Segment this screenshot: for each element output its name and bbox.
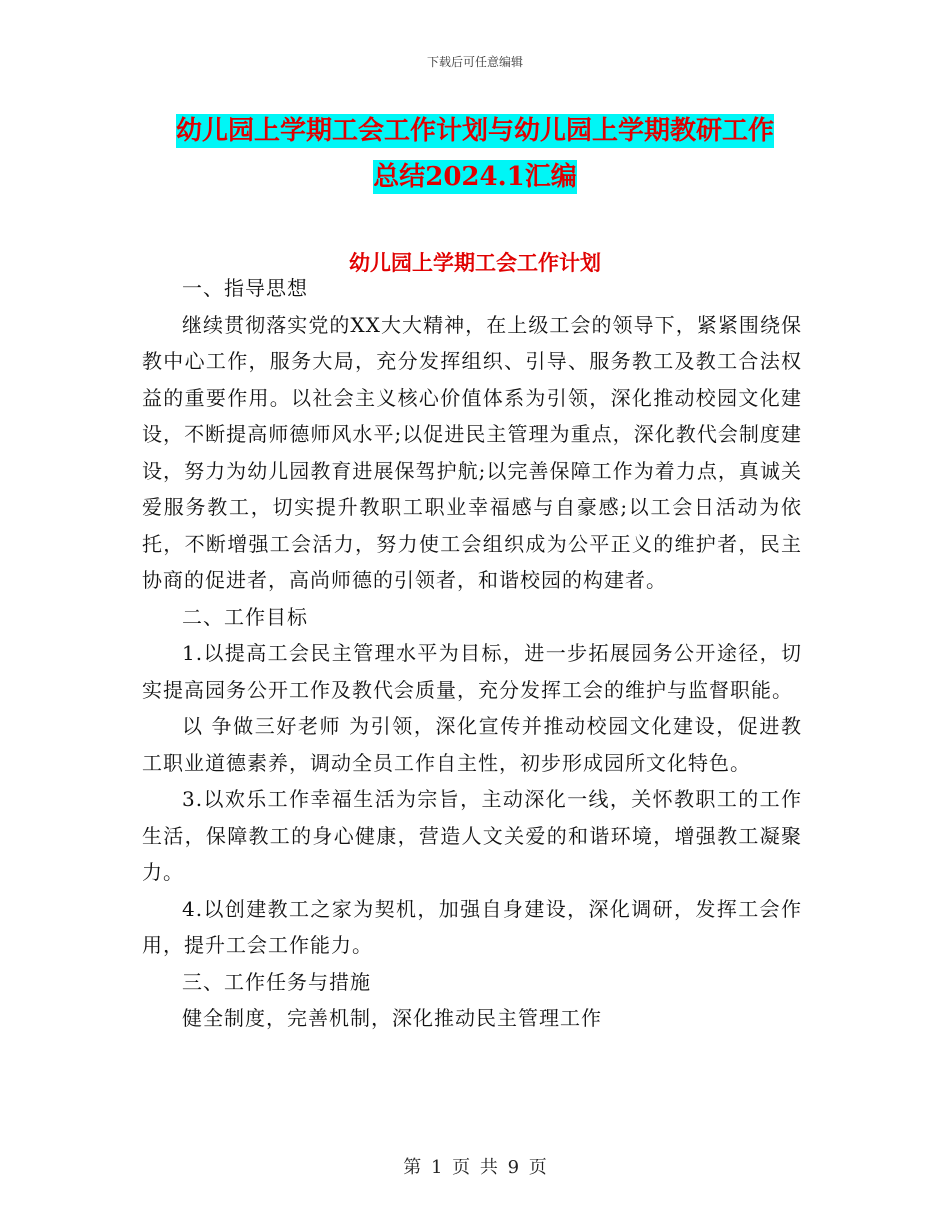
- paragraph-guiding-ideology: 继续贯彻落实党的XX大大精神，在上级工会的领导下，紧紧围绕保教中心工作，服务大局，充分发挥组织、引导、服务教工及教工合法权益的重要作用。以社会主义核心价值体系为引领，深化推动校园文化建设，不断提高师德师风水平;以促进民主管理为重点，深化教代会制度建设，努力为幼儿园教育进展保驾护航;以完善保障工作为着力点，真诚关爱服务教工，切实提升教职工职业幸福感与自豪感;以工会日活动为依托，不断增强工会活力，努力使工会组织成为公平正义的维护者，民主协商的促进者，高尚师德的引领者，和谐校园的构建者。: [142, 312, 802, 592]
- document-title-line-1: 幼儿园上学期工会工作计划与幼儿园上学期教研工作: [175, 116, 774, 146]
- paragraph-tasks-1: 健全制度，完善机制，深化推动民主管理工作: [182, 1006, 602, 1030]
- page-header-note: 下载后可任意编辑: [426, 55, 523, 69]
- heading-guiding-ideology: 一、指导思想: [182, 276, 308, 300]
- document-title: [0, 108, 950, 200]
- page-number-footer: 第 1 页 共 9 页: [403, 1157, 547, 1178]
- document-title-line-2: 总结2024.1汇编: [373, 162, 577, 192]
- paragraph-goal-3: 3.以欢乐工作幸福生活为宗旨，主动深化一线，关怀教职工的工作生活，保障教工的身心健康，营造人文关爱的和谐环境，增强教工凝聚力。: [142, 787, 802, 884]
- document-body: [142, 270, 802, 1037]
- paragraph-goal-1: 1.以提高工会民主管理水平为目标，进一步拓展园务公开途径，切实提高园务公开工作及教代会质量，充分发挥工会的维护与监督职能。: [142, 641, 802, 702]
- heading-tasks-measures: 三、工作任务与措施: [182, 969, 371, 994]
- paragraph-goal-4: 4.以创建教工之家为契机，加强自身建设，深化调研，发挥工会作用，提升工会工作能力。: [142, 896, 802, 957]
- paragraph-goal-2: 以 争做三好老师 为引领，深化宣传并推动校园文化建设，促进教工职业道德素养，调动全员工作自主性，初步形成园所文化特色。: [142, 714, 802, 775]
- heading-work-goals: 二、工作目标: [182, 604, 308, 629]
- section-title: 幼儿园上学期工会工作计划: [349, 250, 601, 275]
